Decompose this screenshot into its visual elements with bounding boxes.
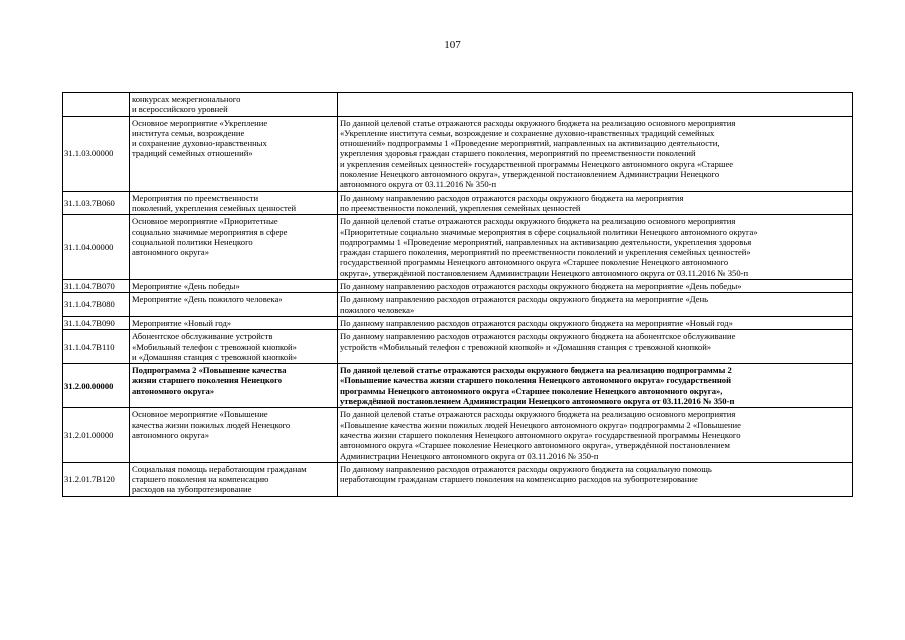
table-row (63, 408, 853, 462)
name-cell: Мероприятия по преемственности поколений, укрепления семейных ценностей (130, 191, 338, 215)
description-cell: По данному направлению расходов отражаются расходы окружного бюджета на мероприятие «День победы» (338, 280, 853, 293)
table-row (63, 330, 853, 364)
name-cell: Социальная помощь неработающим гражданам старшего поколения на компенсацию расходов на зубопротезирование (130, 462, 338, 496)
description-cell: По данному направлению расходов отражаются расходы окружного бюджета на мероприятие «День пожилого человека» (338, 293, 853, 317)
description-cell: По данному направлению расходов отражаются расходы окружного бюджета на мероприятие «Новый год» (338, 316, 853, 329)
table-row (63, 316, 853, 329)
name-cell: Основное мероприятие «Укрепление института семьи, возрождение и сохранение духовно-нравственных традиций семейных отношений» (130, 116, 338, 191)
name-cell: Мероприятие «День победы» (130, 280, 338, 293)
code-cell: 31.1.04.7В070 (63, 280, 130, 293)
description-cell: По данной целевой статье отражаются расходы окружного бюджета на реализацию основного мероприятия «Приоритетные социально значимые мероприятия в сфере социальной политики Ненецкого автономного округа» подпрограммы 1 «Проведение мероприятий, направленных на активизацию деятельности, укрепления здоровья граждан старшего поколения, мероприятий по преемственности поколений и укрепления семейных ценностей» государственной программы Ненецкого автономного округа «Старшее поколение Ненецкого автономного округа», утверждённой постановлением Администрации Ненецкого автономного округа от 03.11.2016 № 350-п (338, 215, 853, 280)
description-cell (338, 93, 853, 117)
description-cell: По данному направлению расходов отражаются расходы окружного бюджета на социальную помощь неработающим гражданам старшего поколения на компенсацию расходов на зубопротезирование (338, 462, 853, 496)
name-cell: Мероприятие «Новый год» (130, 316, 338, 329)
table-row (63, 116, 853, 191)
table-row (63, 293, 853, 317)
name-cell: Основное мероприятие «Повышение качества жизни пожилых людей Ненецкого автономного округа» (130, 408, 338, 462)
code-cell: 31.1.03.00000 (63, 116, 130, 191)
table-row (63, 93, 853, 117)
description-cell: По данной целевой статье отражаются расходы окружного бюджета на реализацию основного мероприятия «Повышение качества жизни пожилых людей Ненецкого автономного округа» подпрограммы 2 «Повышение качества жизни старшего поколения Ненецкого автономного округа» государственной программы Ненецкого автономного округа «Старшее поколение Ненецкого автономного округа», утверждённой постановлением Администрации Ненецкого автономного округа от 03.11.2016 № 350-п (338, 408, 853, 462)
description-cell: По данной целевой статье отражаются расходы окружного бюджета на реализацию подпрограммы 2 «Повышение качества жизни старшего поколения Ненецкого автономного округа» государственной программы Ненецкого автономного округа «Старшее поколение Ненецкого автономного округа», утверждённой постановлением Администрации Ненецкого автономного округа от 03.11.2016 № 350-п (338, 364, 853, 408)
description-cell: По данному направлению расходов отражаются расходы окружного бюджета на абонентское обслуживание устройств «Мобильный телефон с тревожной кнопкой» и «Домашняя станция с тревожной кнопкой» (338, 330, 853, 364)
table-body (63, 93, 853, 497)
name-cell: Основное мероприятие «Приоритетные социально значимые мероприятия в сфере социальной политики Ненецкого автономного округа» (130, 215, 338, 280)
budget-classification-table (62, 92, 853, 497)
code-cell: 31.1.04.00000 (63, 215, 130, 280)
code-cell: 31.1.04.7В090 (63, 316, 130, 329)
name-cell: Абонентское обслуживание устройств «Мобильный телефон с тревожной кнопкой» и «Домашняя станция с тревожной кнопкой» (130, 330, 338, 364)
table-row (63, 280, 853, 293)
page-number: 107 (444, 39, 461, 51)
code-cell: 31.2.00.00000 (63, 364, 130, 408)
table-row (63, 191, 853, 215)
code-cell: 31.1.04.7В110 (63, 330, 130, 364)
description-cell: По данной целевой статье отражаются расходы окружного бюджета на реализацию основного мероприятия «Укрепление института семьи, возрождение и сохранение духовно-нравственных традиций семейных отношений» подпрограммы 1 «Проведение мероприятий, направленных на активизацию деятельности, укрепления здоровья граждан старшего поколения, мероприятий по преемственности поколений и укрепления семейных ценностей» государственной программы Ненецкого автономного округа «Старшее поколение Ненецкого автономного округа», утвержденной постановлением Администрации Ненецкого автономного округа от 03.11.2016 № 350-п (338, 116, 853, 191)
code-cell (63, 93, 130, 117)
table-row (63, 462, 853, 496)
code-cell: 31.2.01.00000 (63, 408, 130, 462)
code-cell: 31.2.01.7В120 (63, 462, 130, 496)
description-cell: По данному направлению расходов отражаются расходы окружного бюджета на мероприятия по преемственности поколений, укрепления семейных ценностей (338, 191, 853, 215)
table-row (63, 364, 853, 408)
code-cell: 31.1.03.7В060 (63, 191, 130, 215)
name-cell: Подпрограмма 2 «Повышение качества жизни старшего поколения Ненецкого автономного округа» (130, 364, 338, 408)
table-row (63, 215, 853, 280)
code-cell: 31.1.04.7В080 (63, 293, 130, 317)
name-cell: Мероприятие «День пожилого человека» (130, 293, 338, 317)
name-cell: конкурсах межрегионального и всероссийского уровней (130, 93, 338, 117)
